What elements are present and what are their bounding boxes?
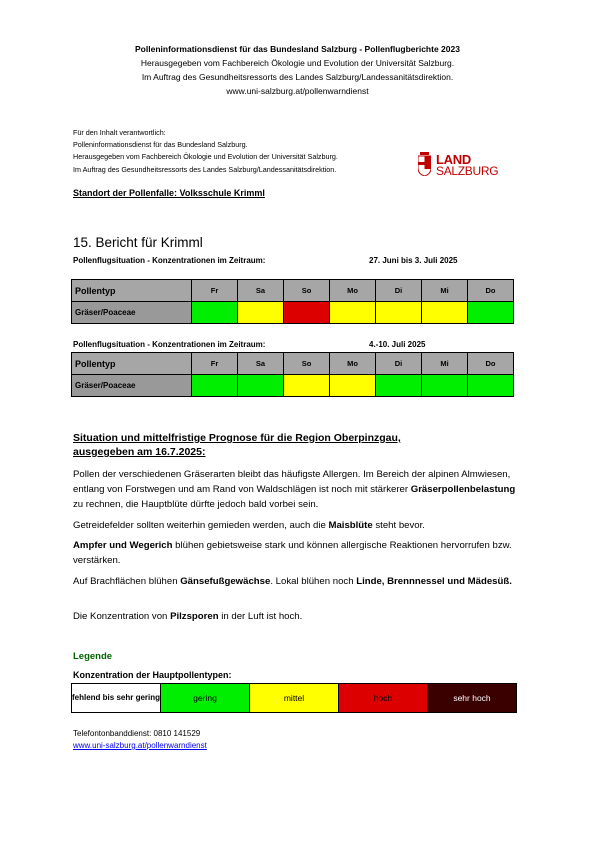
level-cell xyxy=(422,375,468,397)
table-row xyxy=(72,375,514,397)
level-cell xyxy=(192,302,238,324)
footer-link[interactable]: www.uni-salzburg.at/pollenwarndienst xyxy=(73,741,207,750)
period-dates: 27. Juni bis 3. Juli 2025 xyxy=(369,256,458,265)
text-run: zu rechnen, die Hauptblüte dürfte jedoch bald vorbei sein. xyxy=(73,499,319,510)
level-cell xyxy=(422,302,468,324)
responsible-line: Polleninformationsdienst für das Bundesland Salzburg. xyxy=(73,140,248,150)
trap-location: Standort der Pollenfalle: Volksschule Krimml xyxy=(73,188,265,198)
text-run: blühen gebietsweise stark und können allergische Reaktionen hervorrufen bzw. verstärken. xyxy=(73,540,512,566)
coat-of-arms-icon xyxy=(418,152,431,176)
forecast-paragraph xyxy=(73,609,523,624)
level-cell xyxy=(238,302,284,324)
period-dates: 4.-10. Juli 2025 xyxy=(369,340,426,349)
legend-item: sehr hoch xyxy=(428,684,517,713)
forecast-paragraph xyxy=(73,574,523,589)
header-title: Polleninformationsdienst für das Bundesland Salzburg - Pollenflugberichte 2023 xyxy=(135,44,460,54)
day-header: Sa xyxy=(238,280,284,302)
highlight-run: Maisblüte xyxy=(328,520,373,531)
pollen-table-1 xyxy=(71,279,514,324)
legend-item: hoch xyxy=(339,684,428,713)
period-caption-label: Pollenflugsituation - Konzentrationen im Zeitraum: xyxy=(73,256,266,265)
logo-text-salzburg: SALZBURG xyxy=(436,164,499,178)
legend-item: fehlend bis sehr gering xyxy=(72,684,161,713)
text-run: Getreidefelder sollten weiterhin gemieden werden, auch die xyxy=(73,520,329,531)
day-header: Mi xyxy=(422,353,468,375)
text-run: in der Luft ist hoch. xyxy=(218,611,303,622)
level-cell xyxy=(376,302,422,324)
pollen-type-label: Gräser/Poaceae xyxy=(72,375,192,397)
pollentyp-header: Pollentyp xyxy=(72,280,192,302)
day-header: Mi xyxy=(422,280,468,302)
level-cell xyxy=(192,375,238,397)
legend-subheading: Konzentration der Hauptpollentypen: xyxy=(73,670,232,680)
land-salzburg-logo xyxy=(418,152,503,182)
text-run: Pollen der verschiedenen Gräserarten bleibt das häufigste Allergen. Im Bereich der alpinen Almwiesen, entlang von Forstwegen und am Rand von Waldschlägen ist noch mit stärkerer xyxy=(73,469,511,495)
forecast-heading xyxy=(73,431,401,459)
legend-row xyxy=(72,684,517,713)
header-url: www.uni-salzburg.at/pollenwarndienst xyxy=(226,86,369,96)
footer xyxy=(73,728,207,752)
pollentyp-header: Pollentyp xyxy=(72,353,192,375)
day-header: Di xyxy=(376,280,422,302)
period-caption-label: Pollenflugsituation - Konzentrationen im Zeitraum: xyxy=(73,340,266,349)
day-header: So xyxy=(284,280,330,302)
responsible-block xyxy=(73,127,338,176)
day-header: Do xyxy=(468,280,514,302)
text-run: Auf Brachflächen blühen xyxy=(73,576,181,587)
text-run: Die Konzentration von xyxy=(73,611,171,622)
highlight-run: Linde, Brennnessel und Mädesüß. xyxy=(356,576,512,587)
day-header: Sa xyxy=(238,353,284,375)
header-commission: Im Auftrag des Gesundheitsressorts des Landes Salzburg/Landessanitätsdirektion. xyxy=(141,72,454,82)
period-caption xyxy=(73,340,426,349)
report-title: 15. Bericht für Krimml xyxy=(73,235,203,250)
highlight-run: Ampfer und Wegerich xyxy=(73,540,173,551)
level-cell xyxy=(376,375,422,397)
day-header: Mo xyxy=(330,353,376,375)
header-publisher: Herausgegeben vom Fachbereich Ökologie und Evolution der Universität Salzburg. xyxy=(140,58,455,68)
forecast-paragraph xyxy=(73,518,523,533)
day-header: Fr xyxy=(192,353,238,375)
highlight-run: Gänsefußgewächse xyxy=(180,576,271,587)
day-header: Mo xyxy=(330,280,376,302)
level-cell xyxy=(330,375,376,397)
table-row xyxy=(72,302,514,324)
responsible-line: Für den Inhalt verantwortlich: xyxy=(73,128,166,137)
level-cell xyxy=(468,375,514,397)
level-cell xyxy=(284,375,330,397)
highlight-run: Gräserpollenbelastung xyxy=(410,484,516,495)
text-run: . Lokal blühen noch xyxy=(270,576,357,587)
pollen-type-label: Gräser/Poaceae xyxy=(72,302,192,324)
text-run: steht bevor. xyxy=(372,520,425,531)
level-cell xyxy=(468,302,514,324)
pollen-table-2 xyxy=(71,352,514,397)
legend-item: mittel xyxy=(250,684,339,713)
day-header: Do xyxy=(468,353,514,375)
level-cell xyxy=(330,302,376,324)
day-header: So xyxy=(284,353,330,375)
logo-text-land: LAND xyxy=(436,152,471,167)
responsible-line: Im Auftrag des Gesundheitsressorts des Landes Salzburg/Landessanitätsdirektion. xyxy=(73,164,337,174)
responsible-line: Herausgegeben vom Fachbereich Ökologie und Evolution der Universität Salzburg. xyxy=(73,152,338,162)
legend-heading: Legende xyxy=(73,651,113,662)
legend-item: gering xyxy=(161,684,250,713)
document-header xyxy=(0,42,595,98)
forecast-heading-line: Situation und mittelfristige Prognose für die Region Oberpinzgau, xyxy=(73,432,401,444)
phone-line: Telefontonbanddienst: 0810 141529 xyxy=(73,729,201,738)
forecast-paragraph xyxy=(73,538,523,568)
forecast-heading-line: ausgegeben am 16.7.2025: xyxy=(73,446,206,458)
legend-table xyxy=(71,683,517,713)
level-cell xyxy=(238,375,284,397)
highlight-run: Pilzsporen xyxy=(170,611,219,622)
day-header: Di xyxy=(376,353,422,375)
day-header: Fr xyxy=(192,280,238,302)
level-cell xyxy=(284,302,330,324)
table-header-row xyxy=(72,280,514,302)
forecast-paragraph xyxy=(73,467,523,512)
period-caption xyxy=(73,256,458,265)
table-header-row xyxy=(72,353,514,375)
